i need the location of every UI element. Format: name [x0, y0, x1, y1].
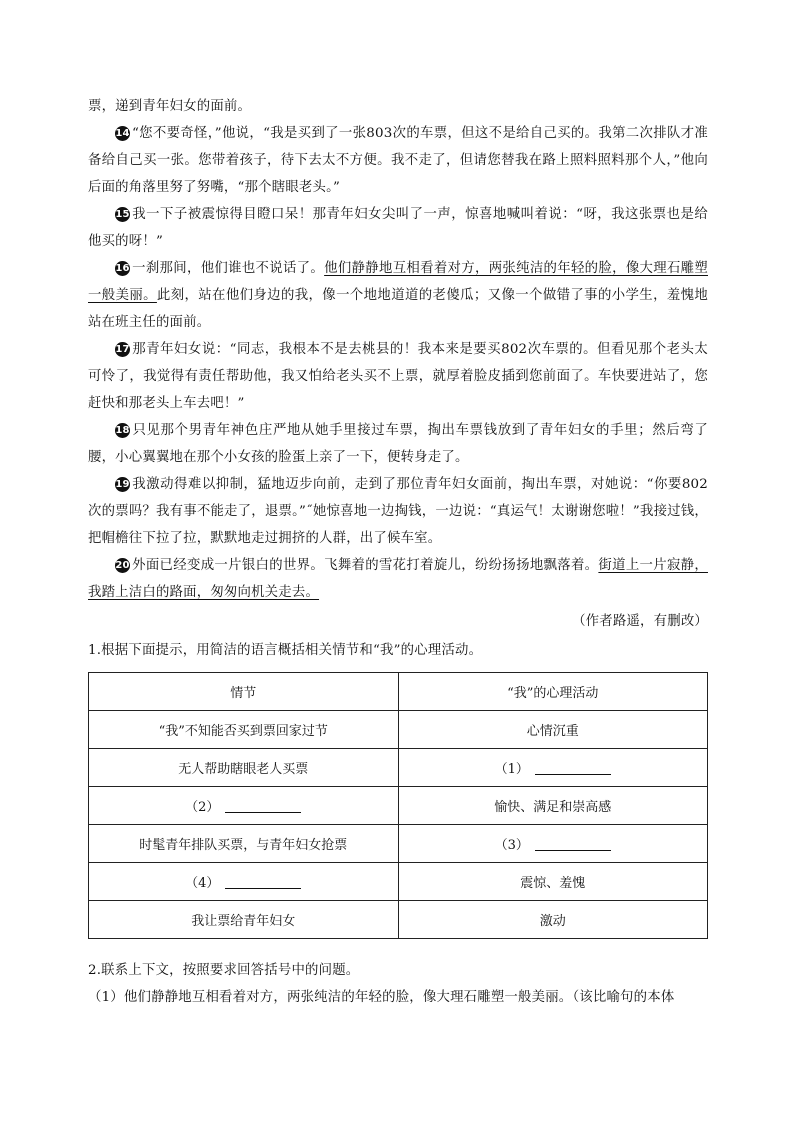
question-2-prompt: 2.联系上下文，按照要求回答括号中的问题。 — [88, 963, 360, 978]
blank-label: （2） — [185, 800, 220, 815]
table-cell — [398, 825, 708, 863]
paragraph-16 — [88, 255, 708, 336]
table-cell: 激动 — [398, 901, 708, 939]
table-cell — [89, 787, 399, 825]
paragraph-number-19: 19 — [115, 479, 130, 490]
paragraph-20 — [88, 552, 708, 606]
answer-blank-1[interactable] — [535, 760, 611, 775]
paragraph-15-text: 我一下子被震惊得目瞪口呆！那青年妇女尖叫了一声，惊喜地喊叫着说：“呀，我这张票也是给他买的呀！” — [88, 207, 708, 249]
table-cell: “我”不知能否买到票回家过节 — [89, 711, 399, 749]
paragraph-17-text: 那青年妇女说：“同志，我根本不是去桃县的！我本来是要买802次车票的。但看见那个老头太可怜了，我觉得有责任帮助他，我又怕给老头买不上票，就厚着脸皮插到您前面了。车快要进站了，您赶快和那老头上车去吧！” — [88, 342, 708, 411]
paragraph-18 — [88, 417, 708, 471]
paragraph-16-pre: 一刹那间，他们谁也不说话了。 — [132, 261, 325, 276]
paragraph-number-15: 15 — [115, 209, 130, 220]
paragraph-19 — [88, 471, 708, 552]
table-cell: 心情沉重 — [398, 711, 708, 749]
table-cell: 我让票给青年妇女 — [89, 901, 399, 939]
table-cell: 震惊、羞愧 — [398, 863, 708, 901]
paragraph-number-14: 14 — [115, 128, 130, 139]
paragraph-14 — [88, 120, 708, 201]
source-attribution: （作者路遥，有删改） — [572, 614, 708, 629]
table-row — [89, 787, 708, 825]
paragraph-18-text: 只见那个男青年神色庄严地从她手里接过车票，掏出车票钱放到了青年妇女的手里；然后弯了腰，小心翼翼地在那个小女孩的脸蛋上亲了一下，便转身走了。 — [88, 423, 708, 465]
table-cell: 无人帮助瞎眼老人买票 — [89, 749, 399, 787]
paragraph-number-20: 20 — [115, 560, 130, 571]
table-cell — [89, 863, 399, 901]
table-row — [89, 863, 708, 901]
paragraph-14-text: “您不要奇怪，”他说，“我是买到了一张803次的车票，但这不是给自己买的。我第二次排队才准备给自己买一张。您带着孩子，待下去太不方便。我不走了，但请您替我在路上照料照料那个人，”他向后面的角落里努了努嘴，“那个瞎眼老头。” — [88, 126, 708, 195]
question-2-sub-1: （1）他们静静地互相看着对方，两张纯洁的年轻的脸，像大理石雕塑一般美丽。（该比喻句的本体 — [88, 990, 675, 1005]
table-row — [89, 825, 708, 863]
document-page — [88, 93, 708, 1011]
table-row — [89, 749, 708, 787]
paragraph-20-underlined-sentence: 街道上一片寂静，我踏上洁白的路面，匆匆向机关走去。 — [88, 558, 708, 600]
table-row — [89, 711, 708, 749]
question-1-prompt: 1.根据下面提示，用简洁的语言概括相关情节和“我”的心理活动。 — [88, 643, 483, 658]
paragraph-number-17: 17 — [115, 344, 130, 355]
table-header-cell: “我”的心理活动 — [398, 673, 708, 711]
question-1-table — [88, 672, 708, 939]
answer-blank-2[interactable] — [225, 798, 301, 813]
answer-blank-3[interactable] — [535, 836, 611, 851]
paragraph-number-18: 18 — [115, 425, 130, 436]
paragraph-16-post: 此刻，站在他们身边的我，像一个地地道道的老傻瓜；又像一个做错了事的小学生，羞愧地站在班主任的面前。 — [88, 288, 709, 330]
paragraph-number-16: 16 — [115, 263, 130, 274]
paragraph-16-underlined-sentence: 他们静静地互相看着对方，两张纯洁的年轻的脸，像大理石雕塑一般美丽。 — [88, 261, 708, 303]
table-header-cell: 情节 — [89, 673, 399, 711]
answer-blank-4[interactable] — [225, 874, 301, 889]
table-header-row — [89, 673, 708, 711]
blank-label: （1） — [494, 762, 529, 777]
paragraph-20-pre: 外面已经变成一片银白的世界。飞舞着的雪花打着旋儿，纷纷扬扬地飘落着。 — [132, 558, 599, 573]
paragraph-17 — [88, 336, 708, 417]
paragraph-15 — [88, 201, 708, 255]
paragraph-13-tail: 票，递到青年妇女的面前。 — [88, 99, 252, 114]
table-cell: 愉快、满足和崇高感 — [398, 787, 708, 825]
table-cell: 时髦青年排队买票，与青年妇女抢票 — [89, 825, 399, 863]
blank-label: （3） — [494, 838, 529, 853]
table-row — [89, 901, 708, 939]
paragraph-19-text: 我激动得难以抑制，猛地迈步向前，走到了那位青年妇女面前，掏出车票，对她说：“你要802次的票吗？我有事不能走了，退票。”˝她惊喜地一边掏钱，一边说：“真运气！太谢谢您啦！”我接过钱，把帽檐往下拉了拉，默默地走过拥挤的人群，出了候车室。 — [88, 477, 708, 546]
blank-label: （4） — [185, 876, 220, 891]
table-cell — [398, 749, 708, 787]
